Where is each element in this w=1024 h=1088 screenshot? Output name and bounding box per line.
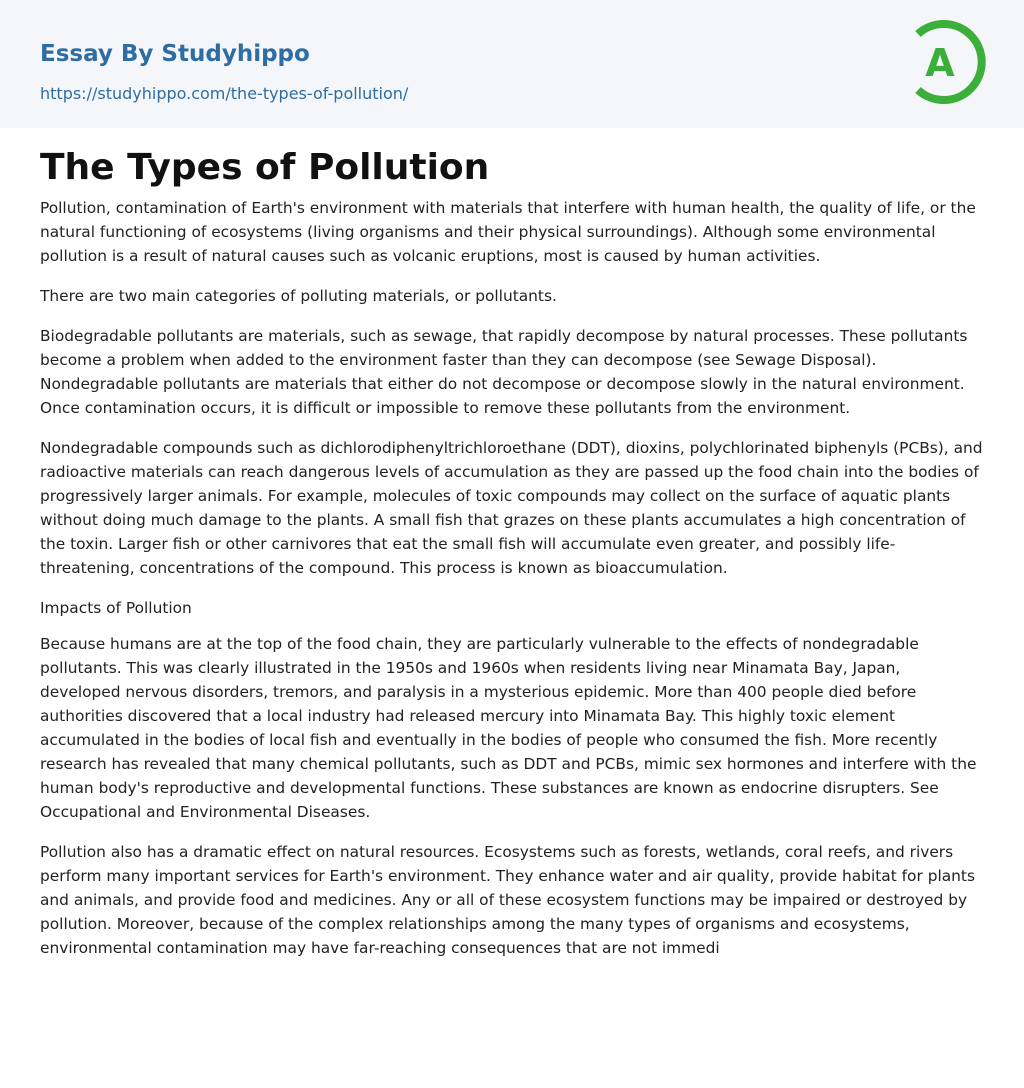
paragraph-5: Because humans are at the top of the food chain, they are particularly vulnerable to the effects of nondegradable pollutants. This was clearly illustrated in the 1950s and 1960s when residents living near Minamata Bay, Japan, developed nervous disorders, tremors, and paralysis in a mysterious epidemic. More than 400 people died before authorities discovered that a local industry had released mercury into Minamata Bay. This highly toxic element accumulated in the bodies of local fish and eventually in the bodies of people who consumed the fish. More recently research has revealed that many chemical pollutants, such as DDT and PCBs, mimic sex hormones and interfere with the human body's reproductive and developmental functions. These substances are known as endocrine disrupters. See Occupational and Environmental Diseases.: [40, 635, 977, 821]
paragraph-3: Biodegradable pollutants are materials, such as sewage, that rapidly decompose by natural processes. These pollutants become a problem when added to the environment faster than they can decompose (see Sewage Disposal). Nondegradable pollutants are materials that either do not decompose or decompose slowly in the natural environment. Once contamination occurs, it is difficult or impossible to remove these pollutants from the environment.: [40, 327, 968, 417]
page-title: The Types of Pollution: [40, 147, 490, 188]
paragraph-6: Pollution also has a dramatic effect on natural resources. Ecosystems such as forests, wetlands, coral reefs, and rivers perform many important services for Earth's environment. They enhance water and air quality, provide habitat for plants and animals, and provide food and medicines. Any or all of these ecosystem functions may be impaired or destroyed by pollution. Moreover, because of the complex relationships among the many types of organisms and ecosystems, environmental contamination may have far-reaching consequences that are not immedi: [40, 843, 975, 957]
section-heading: Impacts of Pollution: [40, 599, 192, 617]
paragraph-4: Nondegradable compounds such as dichlorodiphenyltrichloroethane (DDT), dioxins, polychlorinated biphenyls (PCBs), and radioactive materials can reach dangerous levels of accumulation as they are passed up the food chain into the bodies of progressively larger animals. For example, molecules of toxic compounds may collect on the surface of aquatic plants without doing much damage to the plants. A small fish that grazes on these plants accumulates a high concentration of the toxin. Larger fish or other carnivores that eat the small fish will accumulate even greater, and possibly life-threatening, concentrations of the compound. This process is known as bioaccumulation.: [40, 439, 983, 577]
brand-title[interactable]: Essay By Studyhippo: [40, 41, 310, 67]
studyhippo-logo-icon[interactable]: [910, 18, 988, 106]
page-header: [0, 0, 1024, 128]
article: [0, 128, 1024, 960]
logo-letter: A: [925, 41, 955, 85]
paragraph-2: There are two main categories of polluting materials, or pollutants.: [40, 287, 557, 305]
source-url-link[interactable]: https://studyhippo.com/the-types-of-pollution/: [40, 84, 409, 103]
paragraph-1: Pollution, contamination of Earth's environment with materials that interfere with human health, the quality of life, or the natural functioning of ecosystems (living organisms and their physical surroundings). Although some environmental pollution is a result of natural causes such as volcanic eruptions, most is caused by human activities.: [40, 199, 976, 265]
